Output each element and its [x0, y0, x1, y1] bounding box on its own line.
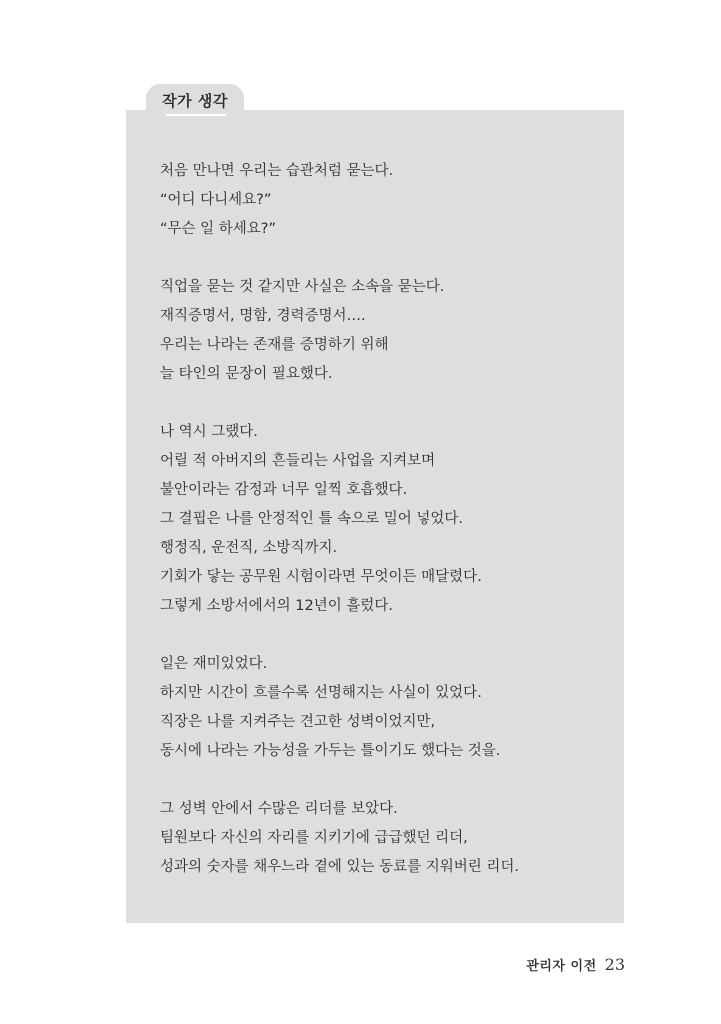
text-line: 그렇게 소방서에서의 12년이 흘렀다. [160, 598, 393, 614]
text-line: 어릴 적 아버지의 흔들리는 사업을 지켜보며 [160, 453, 436, 469]
text-line: 늘 타인의 문장이 필요했다. [160, 366, 333, 382]
text-line: 일은 재미있었다. [160, 656, 268, 672]
text-line: 직업을 묻는 것 같지만 사실은 소속을 묻는다. [160, 279, 445, 295]
page-number: 23 [604, 955, 625, 974]
body-text [160, 157, 519, 882]
text-line: 동시에 나라는 가능성을 가두는 틀이기도 했다는 것을. [160, 743, 501, 759]
text-line: “무슨 일 하세요?” [160, 221, 276, 237]
text-line: 성과의 숫자를 채우느라 곁에 있는 동료를 지워버린 리더. [160, 859, 520, 875]
text-line: 행정직, 운전직, 소방직까지. [160, 540, 338, 556]
page-footer [526, 955, 625, 974]
text-line: 팀원보다 자신의 자리를 지키기에 급급했던 리더, [160, 830, 468, 846]
text-line: 우리는 나라는 존재를 증명하기 위해 [160, 337, 389, 353]
text-line: 재직증명서, 명함, 경력증명서…. [160, 308, 366, 324]
text-line: 그 결핍은 나를 안정적인 틀 속으로 밀어 넣었다. [160, 511, 464, 527]
text-line: 하지만 시간이 흐를수록 선명해지는 사실이 있었다. [160, 685, 482, 701]
text-line: 불안이라는 감정과 너무 일찍 호흡했다. [160, 482, 408, 498]
text-line: 나 역시 그랬다. [160, 424, 258, 440]
blank-line [160, 389, 519, 418]
text-line: 직장은 나를 지켜주는 견고한 성벽이었지만, [160, 714, 436, 730]
text-line: 처음 만나면 우리는 습관처럼 묻는다. [160, 163, 394, 179]
text-line: “어디 다니세요?” [160, 192, 272, 208]
blank-line [160, 621, 519, 650]
text-line: 그 성벽 안에서 수많은 리더를 보았다. [160, 801, 398, 817]
blank-line [160, 766, 519, 795]
running-title: 관리자 이전 [526, 959, 597, 974]
section-title: 작가 생각 [162, 92, 228, 110]
tab-underline [166, 114, 226, 116]
blank-line [160, 244, 519, 273]
text-line: 기회가 닿는 공무원 시험이라면 무엇이든 매달렸다. [160, 569, 482, 585]
